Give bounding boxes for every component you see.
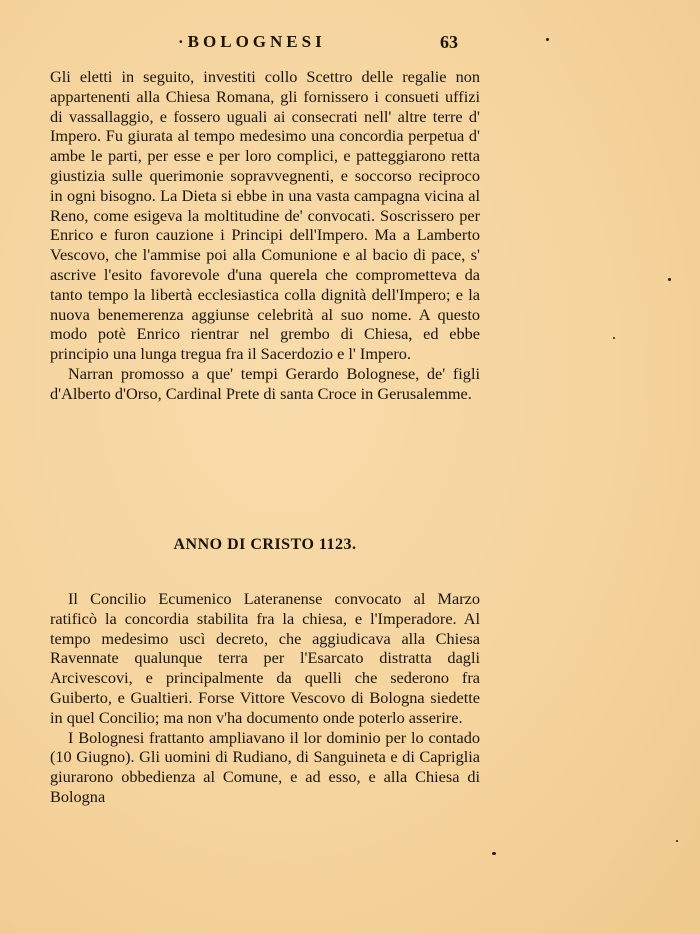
paper-speck [613,337,615,339]
text-block-1 [50,67,480,404]
page-number: 63 [440,32,458,52]
paper-speck [546,38,549,41]
paragraph: I Bolognesi frattanto ampliavano il lor dominio per lo contado (10 Giugno). Gli uomini di Rudiano, di Sanguineta e di Capriglia giurarono obbedienza al Comune, e ad esso, e alla Chiesa di Bologna [50,727,480,806]
text-block-2 [50,589,480,807]
running-head: ·BOLOGNESI [178,32,326,51]
paper-speck [676,840,678,842]
paragraph: Narran promosso a que' tempi Gerardo Bolognese, de' figli d'Alberto d'Orso, Cardinal Prete di santa Croce in Gerusalemme. [50,363,480,403]
section-heading: ANNO DI CRISTO 1123. [173,536,357,553]
paragraph: Gli eletti in seguito, investiti collo Scettro delle regalie non appartenenti alla Chiesa Romana, gli fornissero i consueti uffizi di vassallaggio, e fossero uguali ai consecrati nell' altre terre d' Impero. Fu giurata al tempo medesimo una concordia perpetua d' ambe le parti, per esse e per loro complici, e patteggiarono retta giustizia sulle querimonie sopravvegnenti, e soccorso reciproco in ogni bisogno. La Dieta si ebbe in una vasta campagna vicina al Reno, come esigeva la moltitudine de' convocati. Soscrissero per Enrico e furon cauzione i Principi dell'Impero. Ma a Lamberto Vescovo, che l'ammise poi alla Comunione e al bacio di pace, s' ascrive l'esito favorevole d'una querela che comprometteva da tanto tempo la libertà ecclesiastica colla dignità dell'Impero; e la nuova benemerenza aggiunse celebrità al suo nome. A questo modo potè Enrico rientrar nel grembo di Chiesa, ed ebbe principio una lunga tregua fra il Sacerdozio e l' Impero. [50,67,480,364]
paper-speck [492,852,496,855]
paper-speck [668,278,671,281]
paragraph: Il Concilio Ecumenico Lateranense convocato al Marzo ratificò la concordia stabilita fra la chiesa, e l'Imperadore. Al tempo medesimo uscì decreto, che aggiudicava alla Chiesa Ravennate qualunque terra per l'Esarcato distratta dagli Arcivescovi, e principalmente da quelli che sederono fra Guiberto, e Gualtieri. Forse Vittore Vescovo di Bologna siedette in quel Concilio; ma non v'ha documento onde poterlo asserire. [50,589,480,727]
page-header [150,32,470,54]
